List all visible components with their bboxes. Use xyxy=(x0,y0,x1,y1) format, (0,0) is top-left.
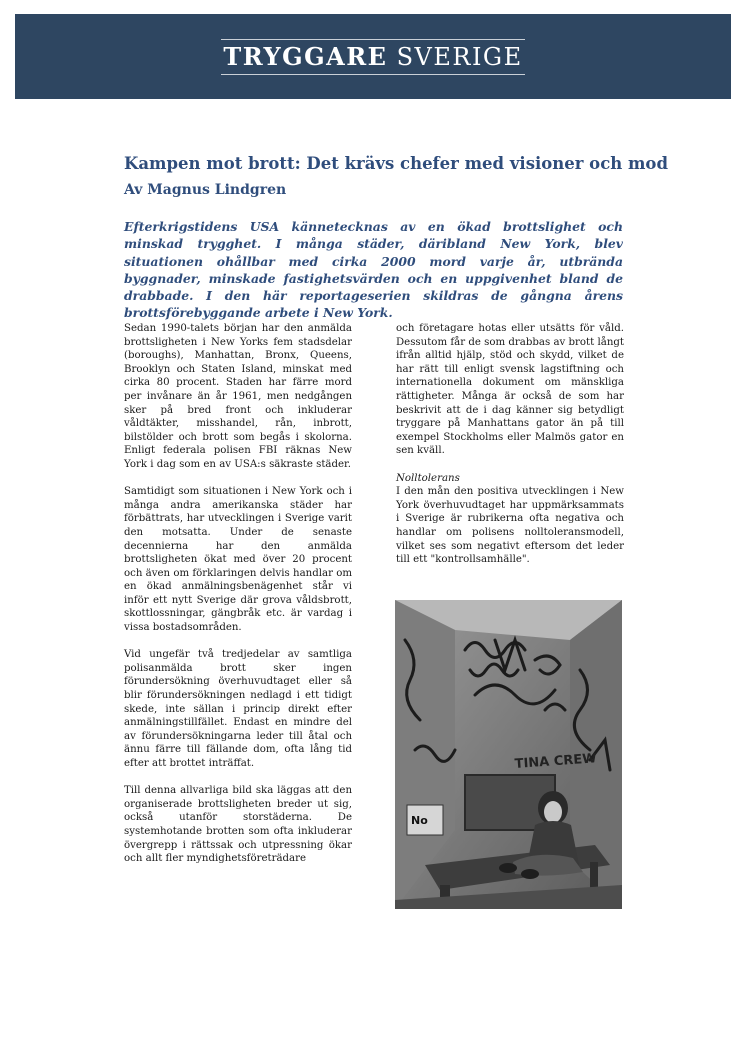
header-banner xyxy=(15,14,731,99)
left-column xyxy=(124,322,352,866)
brand-bold: TRYGGARE xyxy=(223,41,388,71)
brand-logo xyxy=(221,39,524,75)
photo-illustration xyxy=(395,600,622,909)
article-lead: Efterkrigstidens USA kännetecknas av en ökad brottslighet och minskad trygghet. I många städer, däribland New York, blev situationen ohållbar med cirka 2000 mord varje år, utbrända byggnader, minskade fastighetsvärden och en uppgivenhet bland de drabbade. I den här reportageserien skildras de gångna årens brottsförebyggande arbete i New York. xyxy=(124,219,623,321)
subway-graffiti-photo xyxy=(395,600,622,909)
article-title: Kampen mot brott: Det krävs chefer med visioner och mod xyxy=(124,154,668,173)
paragraph-5: och företagare hotas eller utsätts för våld. Dessutom får de som drabbas av brott långt ifrån alltid hjälp, stöd och skydd, vilket de har rätt till enligt svensk lagstiftning och internationella dokument om mänskliga rättigheter. Många är också de som har beskrivit att de i dag känner sig betydligt tryggare på Manhattans gator än på till exempel Stockholms eller Malmös gator en sen kväll. xyxy=(396,323,624,457)
paragraph-1: Sedan 1990-talets början har den anmälda brottsligheten i New Yorks fem stadsdelar (boroughs), Manhattan, Bronx, Queens, Brooklyn och Staten Island, minskat med cirka 80 procent. Staden har färre mord per invånare än år 1961, men nedgången sker på bred front och inkluderar våldtäkter, misshandel, rån, inbrott, bilstölder och brott som begås i skolorna. Enligt federala polisen FBI räknas New York i dag som en av USA:s säkraste städer. xyxy=(124,323,352,470)
sign-text: No xyxy=(411,814,428,827)
paragraph-4: Till denna allvarliga bild ska läggas att den organiserade brottsligheten breder ut sig, också utanför storstäderna. De systemhotande brotten som ofta inkluderar övergrepp i rättssak och utpressning ökar och allt fler myndighetsföreträdare xyxy=(124,785,352,865)
paragraph-3: Vid ungefär två tredjedelar av samtliga polisanmälda brott sker ingen förundersökning överhuvudtaget eller så blir förundersökningen nedlagd i ett tidigt skede, inte sällan i princip direkt efter anmälningstillfället. Endast en mindre del av förundersökningarna leder till åtal och ännu färre till fällande dom, ofta lång tid efter att brottet inträffat. xyxy=(124,649,352,769)
graffiti-tag: TINA CREW xyxy=(514,751,598,772)
brand-light: SVERIGE xyxy=(396,42,523,71)
right-column xyxy=(396,322,624,567)
paragraph-6: I den mån den positiva utvecklingen i New York överhuvudtaget har uppmärksammats i Sverige är rubrikerna ofta negativa och handlar om polisens nolltoleransmodell, vilket ses som negativt eftersom det leder till ett "kontrollsamhälle". xyxy=(396,486,624,566)
article-byline: Av Magnus Lindgren xyxy=(124,182,287,198)
paragraph-2: Samtidigt som situationen i New York och i många andra amerikanska städer har förbättrats, har utvecklingen i Sverige varit den motsatta. Under de senaste decennierna har den anmälda brottsligheten ökat med över 20 procent och även om förklaringen delvis handlar om en ökad anmälningsbenägenhet står vi inför ett nytt Sverige där grova våldsbrott, skottlossningar, gängbråk etc. är vardag i vissa bostadsområden. xyxy=(124,486,352,634)
subheading-nolltolerans: Nolltolerans xyxy=(396,472,460,484)
